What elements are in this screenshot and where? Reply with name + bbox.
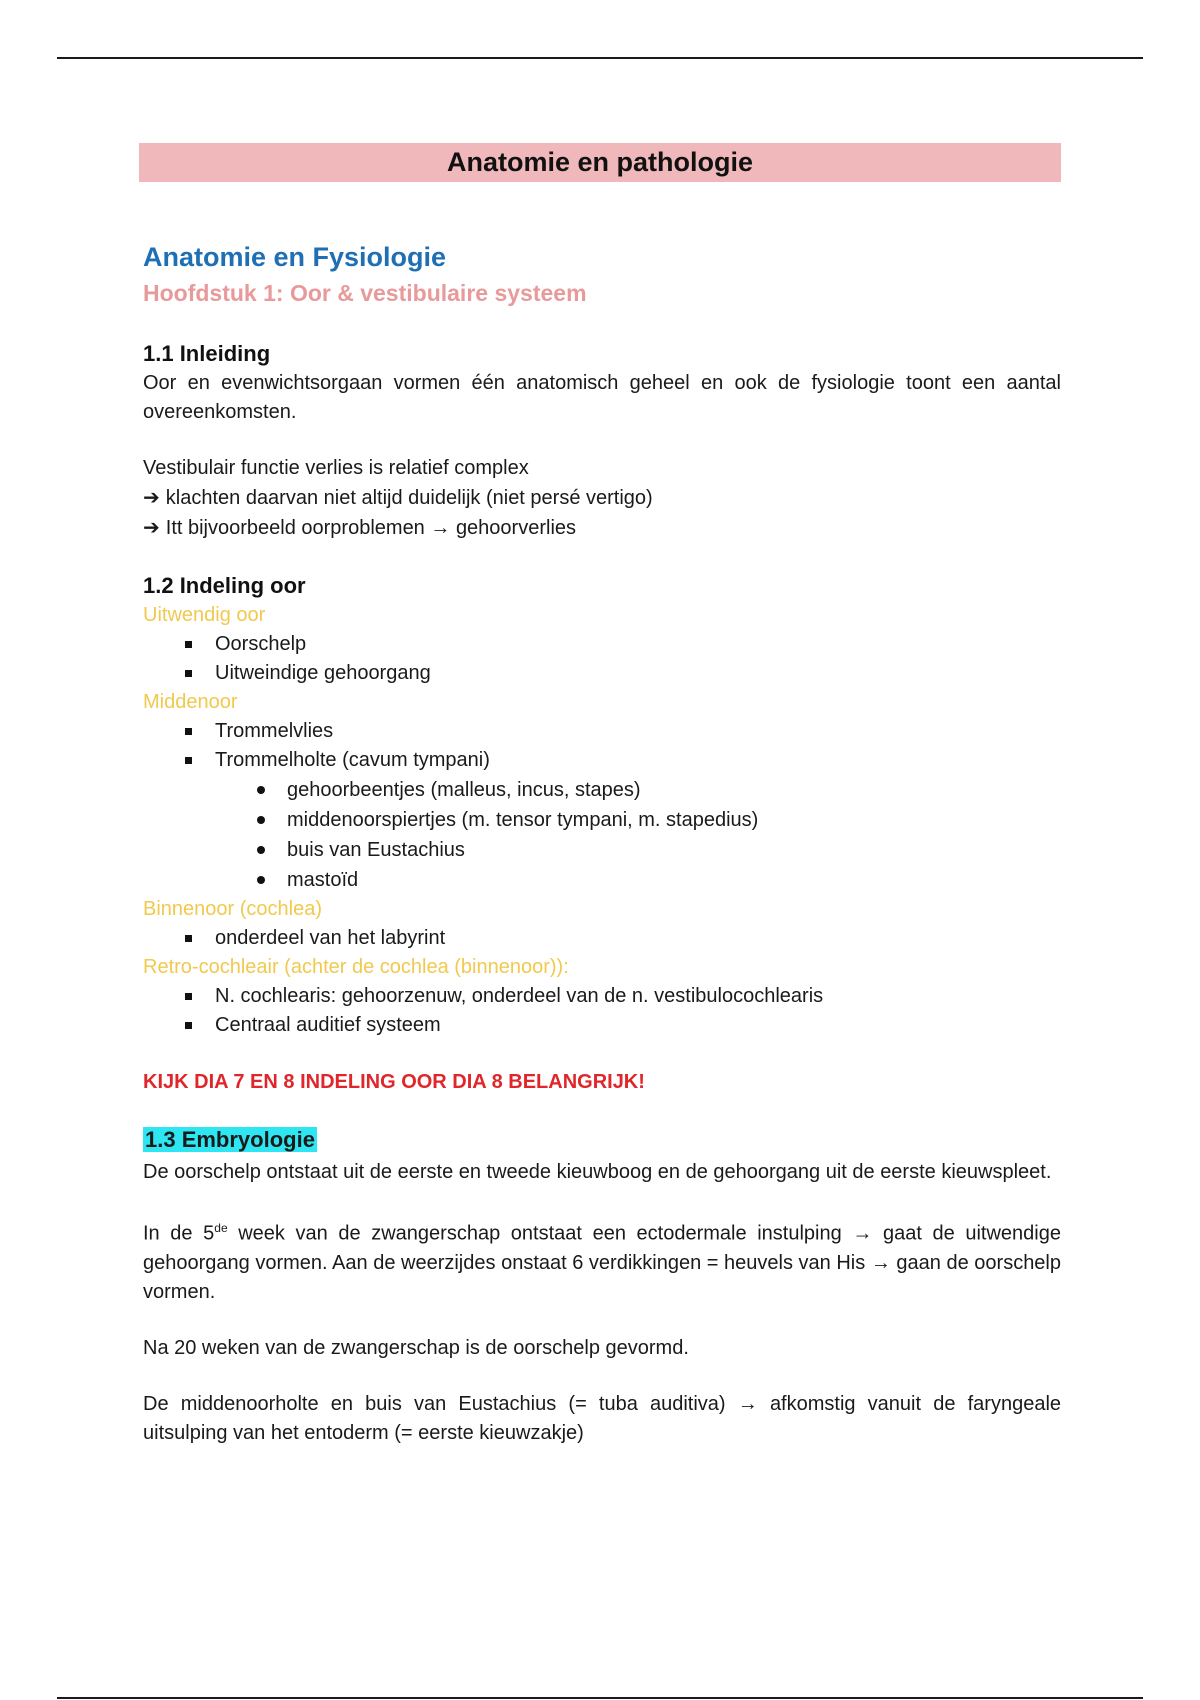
list-midden-sub — [143, 775, 1061, 895]
section-1-3-paragraph-3: Na 20 weken van de zwangerschap is de oorschelp gevormd. — [143, 1336, 689, 1359]
section-1-1-line: Vestibulair functie verlies is relatief complex — [143, 457, 529, 479]
document-page — [143, 143, 1061, 1448]
para2-text-c: gaat de uitwendige gehoorgang vormen. Aan de weerzijdes onstaat 6 verdikkingen = heuvels van His — [143, 1222, 1061, 1274]
subhead-retro: Retro-cochleair (achter de cochlea (binnenoor)): — [143, 956, 569, 978]
para4-text-a: De middenoorholte en buis van Eustachius (= tuba auditiva) — [143, 1392, 726, 1415]
arrow-icon: ➔ — [143, 517, 160, 539]
section-1-3-heading: 1.3 Embryologie — [145, 1127, 315, 1152]
section-1-2-heading: 1.2 Indeling oor — [143, 573, 306, 598]
subhead-binnen: Binnenoor (cochlea) — [143, 898, 322, 920]
section-1-3-paragraph-4 — [143, 1390, 1061, 1448]
bottom-rule — [57, 1697, 1143, 1699]
inline-arrow-icon: → — [870, 1251, 891, 1274]
list-item — [215, 746, 1061, 775]
list-item: mastoïd — [287, 865, 1061, 895]
list-item: Trommelvlies — [215, 717, 1061, 746]
inline-arrow-icon: → — [852, 1222, 873, 1245]
list-midden — [143, 717, 1061, 775]
section-1-1-paragraph: Oor en evenwichtsorgaan vormen één anatomisch geheel en ook de fysiologie toont een aantal overeenkomsten. — [143, 372, 1061, 423]
section-1-3-paragraph-1: De oorschelp ontstaat uit de eerste en tweede kieuwboog en de gehoorgang uit de eerste kieuwspleet. — [143, 1161, 1052, 1183]
list-item: middenoorspiertjes (m. tensor tympani, m. stapedius) — [287, 805, 1061, 835]
chapter-heading: Hoofdstuk 1: Oor & vestibulaire systeem — [143, 280, 587, 306]
para2-text-d: gaan de oorschelp vormen. — [143, 1251, 1062, 1303]
top-rule — [57, 57, 1143, 59]
arrow-line-1 — [143, 483, 1061, 513]
arrow-line-2 — [143, 513, 1061, 543]
list-item: Oorschelp — [215, 630, 1061, 659]
list-binnen — [143, 924, 1061, 953]
document-title: Anatomie en pathologie — [139, 143, 1061, 182]
list-retro — [143, 982, 1061, 1040]
arrow-line-2-text-b: gehoorverlies — [455, 517, 577, 539]
para2-text-b: week van de zwangerschap ontstaat een ectodermale instulping — [227, 1222, 842, 1245]
inline-arrow-icon: → — [737, 1392, 758, 1415]
arrow-line-2-text-a: Itt bijvoorbeeld oorproblemen — [165, 517, 425, 539]
subhead-midden: Middenoor — [143, 691, 238, 713]
alert-note: KIJK DIA 7 EN 8 INDELING OOR DIA 8 BELANGRIJK! — [143, 1071, 645, 1093]
para2-sup: de — [214, 1221, 228, 1235]
section-1-3-heading-wrap — [143, 1125, 1061, 1158]
list-item: gehoorbeentjes (malleus, incus, stapes) — [287, 775, 1061, 805]
list-item: Uitweindige gehoorgang — [215, 659, 1061, 688]
para2-text-a: In de 5 — [143, 1222, 215, 1245]
section-1-3-paragraph-2 — [143, 1214, 1061, 1307]
list-item: N. cochlearis: gehoorzenuw, onderdeel van de n. vestibulocochlearis — [215, 982, 1061, 1011]
list-item-text: Trommelholte (cavum tympani) — [215, 749, 490, 771]
list-item: onderdeel van het labyrint — [215, 924, 1061, 953]
subject-heading: Anatomie en Fysiologie — [143, 242, 447, 272]
list-item: Centraal auditief systeem — [215, 1011, 1061, 1040]
arrow-icon: ➔ — [143, 487, 160, 509]
list-uitwendig — [143, 630, 1061, 688]
inline-arrow-icon: → — [430, 517, 451, 539]
para4-text-b: afkomstig vanuit de faryngeale uitsulping van het entoderm (= eerste kieuwzakje) — [143, 1392, 1062, 1444]
list-item: buis van Eustachius — [287, 835, 1061, 865]
section-1-1-heading: 1.1 Inleiding — [143, 341, 271, 366]
subhead-uitwendig: Uitwendig oor — [143, 604, 266, 626]
arrow-line-1-text: klachten daarvan niet altijd duidelijk (niet persé vertigo) — [165, 487, 653, 509]
